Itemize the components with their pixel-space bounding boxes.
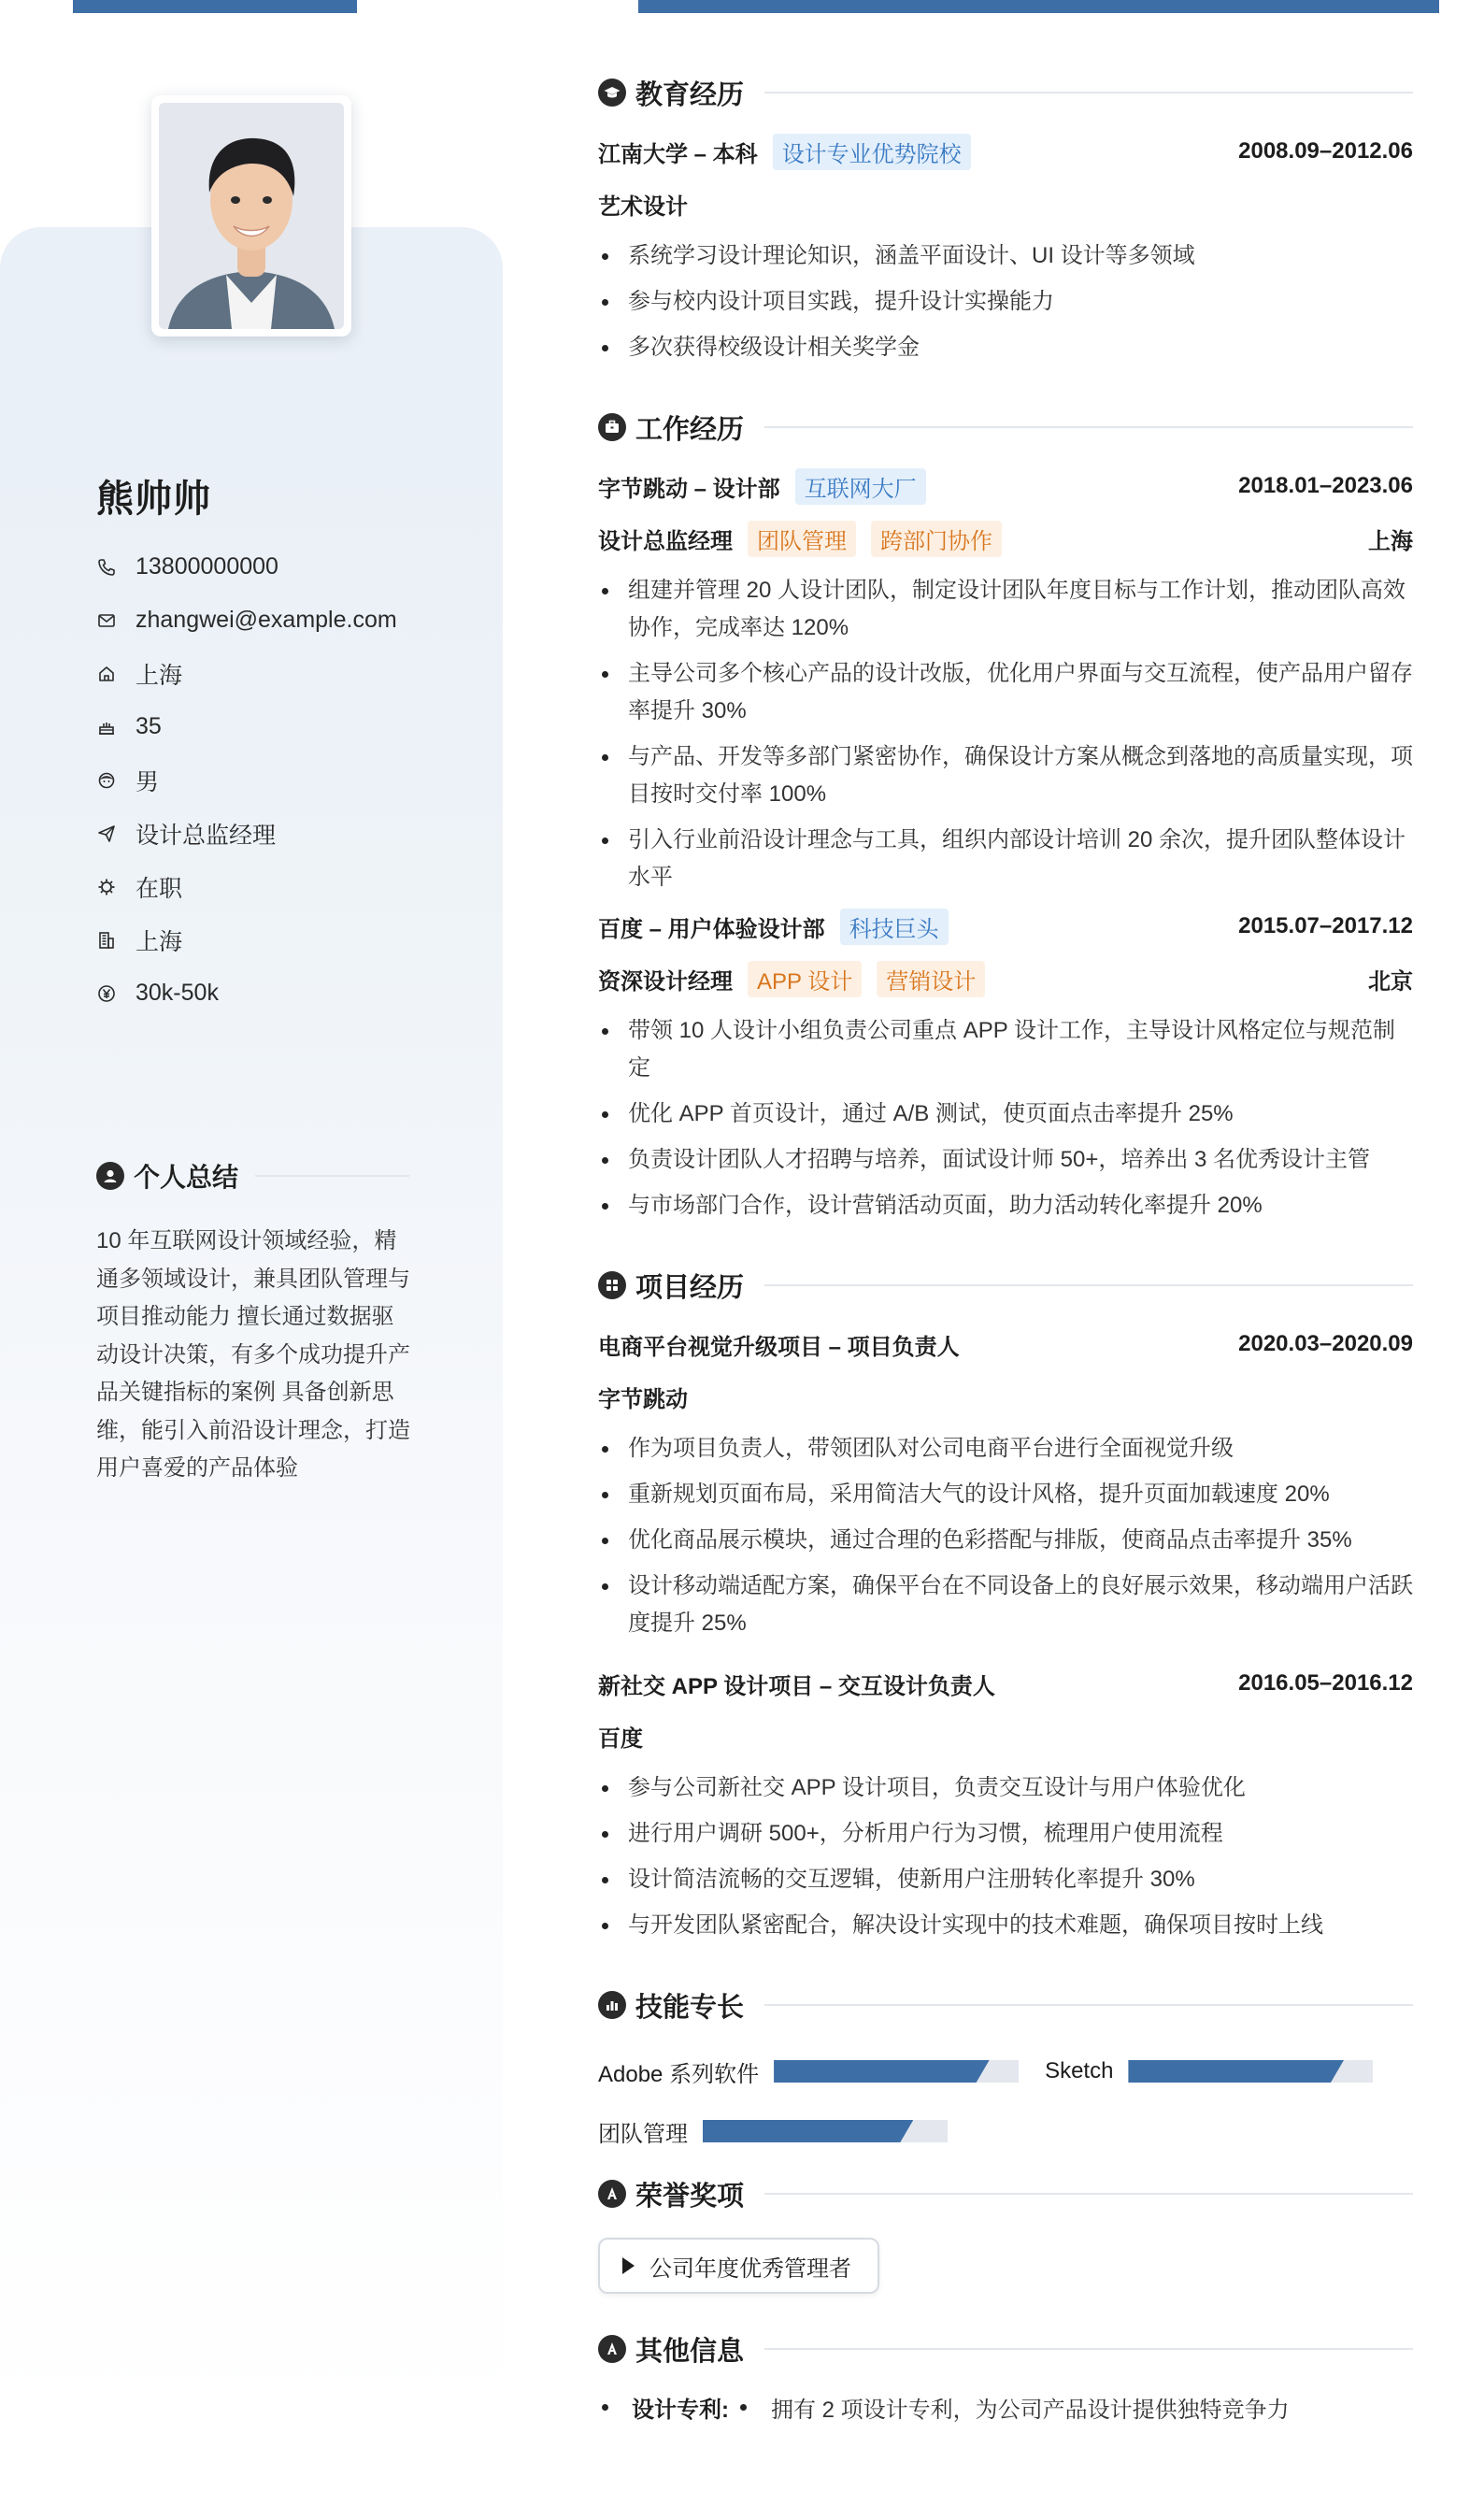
main-column xyxy=(598,71,1413,2424)
skills-list xyxy=(598,2053,1413,2150)
project-date: 2016.05–2016.12 xyxy=(1238,1670,1413,1696)
top-accent-bar-right xyxy=(638,0,1439,13)
work-bullets xyxy=(598,572,1413,896)
section-divider xyxy=(255,1175,409,1177)
award-icon xyxy=(598,2335,626,2363)
phone-text: 13800000000 xyxy=(136,553,278,580)
major: 艺术设计 xyxy=(598,193,688,220)
list-item: 主导公司多个核心产品的设计改版，优化用户界面与交互流程，使产品用户留存率提升 30% xyxy=(598,655,1413,730)
skill-level-bar xyxy=(1128,2060,1373,2083)
project-company: 百度 xyxy=(598,1725,643,1752)
project-date: 2020.03–2020.09 xyxy=(1238,1331,1413,1356)
project-name: 电商平台视觉升级项目 – 项目负责人 xyxy=(598,1334,960,1360)
profile-photo xyxy=(159,103,344,329)
skills-title: 技能专长 xyxy=(635,1992,745,2023)
section-divider xyxy=(764,1284,1413,1286)
company-tag: 互联网大厂 xyxy=(795,468,926,505)
list-item: 优化 APP 首页设计，通过 A/B 测试，使页面点击率提升 25% xyxy=(598,1095,1413,1133)
project-bullets xyxy=(598,1769,1413,1944)
top-accent-bar-left xyxy=(73,0,357,13)
role-row xyxy=(598,520,1413,557)
company-tag: 科技巨头 xyxy=(840,909,949,945)
skill-item xyxy=(598,2055,1019,2088)
major-row xyxy=(598,185,1413,222)
list-item: 系统学习设计理论知识，涵盖平面设计、UI 设计等多领域 xyxy=(598,237,1413,275)
entry-header xyxy=(598,1665,1413,1702)
skill-row xyxy=(598,2112,1413,2150)
project-company-row xyxy=(598,1378,1413,1415)
work-title: 工作经历 xyxy=(635,414,745,445)
grid-icon xyxy=(598,1271,626,1299)
info-age xyxy=(96,700,397,753)
age-text: 35 xyxy=(136,713,162,739)
info-gender xyxy=(96,753,397,807)
work-bullets xyxy=(598,1012,1413,1224)
projects-heading xyxy=(598,1264,1413,1307)
gender-text: 男 xyxy=(136,768,160,795)
work-city: 北京 xyxy=(1368,968,1413,995)
location-text: 上海 xyxy=(136,662,183,689)
entry-header xyxy=(598,467,1413,505)
list-item: 与市场部门合作，设计营销活动页面，助力活动转化率提升 20% xyxy=(598,1187,1413,1224)
entry-header xyxy=(598,133,1413,170)
work-entry-1 xyxy=(598,467,1413,896)
home-icon xyxy=(96,664,117,684)
section-divider xyxy=(764,92,1413,93)
list-item: 参与公司新社交 APP 设计项目，负责交互设计与用户体验优化 xyxy=(598,1769,1413,1807)
position-text: 设计总监经理 xyxy=(136,822,277,849)
list-item: 与产品、开发等多部门紧密协作，确保设计方案从概念到落地的高质量实现，项目按时交付率 100% xyxy=(598,738,1413,813)
education-heading xyxy=(598,71,1413,114)
status-text: 在职 xyxy=(136,875,183,902)
entry-header xyxy=(598,1325,1413,1363)
project-entry-1 xyxy=(598,1325,1413,1642)
role-tag: 团队管理 xyxy=(748,521,856,557)
work-entry-2 xyxy=(598,908,1413,1224)
skill-item xyxy=(598,2115,948,2148)
skill-level-fill xyxy=(703,2120,913,2142)
work-date: 2015.07–2017.12 xyxy=(1238,913,1413,938)
project-name: 新社交 APP 设计项目 – 交互设计负责人 xyxy=(598,1673,995,1699)
project-bullets xyxy=(598,1430,1413,1642)
other-item xyxy=(598,2391,1413,2424)
role-tag: APP 设计 xyxy=(748,961,862,997)
send-icon xyxy=(96,823,117,844)
section-divider xyxy=(764,2004,1413,2006)
role-tag: 营销设计 xyxy=(877,961,985,997)
list-item: 进行用户调研 500+，分析用户行为习惯，梳理用户使用流程 xyxy=(598,1815,1413,1853)
job-role: 设计总监经理 xyxy=(598,528,733,554)
list-item: 负责设计团队人才招聘与培养，面试设计师 50+，培养出 3 名优秀设计主管 xyxy=(598,1141,1413,1179)
other-heading xyxy=(598,2327,1413,2370)
summary-title: 个人总结 xyxy=(134,1163,239,1192)
info-phone xyxy=(96,540,397,594)
honor-text: 公司年度优秀管理者 xyxy=(649,2255,851,2282)
other-text: 拥有 2 项设计专利，为公司产品设计提供独特竞争力 xyxy=(771,2398,1290,2423)
play-icon xyxy=(622,2257,635,2274)
skill-level-bar xyxy=(703,2120,948,2142)
bullet-dot xyxy=(740,2404,747,2411)
avatar xyxy=(151,95,351,336)
summary-text: 10 年互联网设计领域经验，精通多领域设计，兼具团队管理与项目推动能力 擅长通过数据驱动设计决策，有多个成功提升产品关键指标的案例 具备创新思维，能引入前沿设计理念，打造用户喜爱的产品体验 xyxy=(96,1228,410,1481)
education-bullets xyxy=(598,237,1413,366)
other-title: 其他信息 xyxy=(635,2336,745,2367)
skill-name: 团队管理 xyxy=(598,2121,688,2147)
company-name: 百度 – 用户体验设计部 xyxy=(598,916,825,942)
skill-name: Adobe 系列软件 xyxy=(598,2061,760,2087)
skill-row xyxy=(598,2053,1413,2090)
status-icon xyxy=(96,877,117,897)
bullet-dot xyxy=(602,2404,608,2411)
list-item: 作为项目负责人，带领团队对公司电商平台进行全面视觉升级 xyxy=(598,1430,1413,1468)
job-role: 资深设计经理 xyxy=(598,968,733,995)
list-item: 设计移动端适配方案，确保平台在不同设备上的良好展示效果，移动端用户活跃度提升 25% xyxy=(598,1568,1413,1642)
section-divider xyxy=(764,2348,1413,2350)
work-date: 2018.01–2023.06 xyxy=(1238,473,1413,498)
skill-level-fill xyxy=(1128,2060,1344,2083)
mail-icon xyxy=(96,610,117,631)
list-item: 引入行业前沿设计理念与工具，组织内部设计培训 20 余次，提升团队整体设计水平 xyxy=(598,822,1413,896)
list-item: 设计简洁流畅的交互逻辑，使新用户注册转化率提升 30% xyxy=(598,1861,1413,1898)
section-divider xyxy=(764,426,1413,428)
portrait-illustration xyxy=(159,103,344,329)
info-salary xyxy=(96,966,397,1020)
cake-icon xyxy=(96,717,117,737)
project-company: 字节跳动 xyxy=(598,1386,688,1412)
info-position xyxy=(96,807,397,860)
user-icon xyxy=(96,1162,124,1190)
other-label: 设计专利: xyxy=(632,2398,729,2423)
info-work-city xyxy=(96,913,397,966)
work-city-text: 上海 xyxy=(136,928,183,955)
briefcase-icon xyxy=(598,413,626,441)
list-item: 重新规划页面布局，采用简洁大气的设计风格，提升页面加载速度 20% xyxy=(598,1476,1413,1513)
entry-header xyxy=(598,908,1413,945)
honor-chip xyxy=(598,2238,879,2294)
school-name: 江南大学 – 本科 xyxy=(598,141,758,167)
role-tag: 跨部门协作 xyxy=(871,521,1002,557)
list-item: 带领 10 人设计小组负责公司重点 APP 设计工作，主导设计风格定位与规范制定 xyxy=(598,1012,1413,1087)
education-date: 2008.09–2012.06 xyxy=(1238,138,1413,164)
contact-info-list xyxy=(96,540,397,1020)
info-status xyxy=(96,860,397,913)
honors-heading xyxy=(598,2172,1413,2215)
projects-title: 项目经历 xyxy=(635,1272,745,1303)
project-entry-2 xyxy=(598,1665,1413,1944)
project-company-row xyxy=(598,1717,1413,1754)
work-city: 上海 xyxy=(1368,528,1413,554)
info-email xyxy=(96,594,397,647)
work-heading xyxy=(598,406,1413,449)
education-entry xyxy=(598,133,1413,366)
graduation-cap-icon xyxy=(598,79,626,107)
honors-title: 荣誉奖项 xyxy=(635,2181,745,2212)
skill-level-bar xyxy=(774,2060,1019,2083)
company-name: 字节跳动 – 设计部 xyxy=(598,476,780,502)
skill-item xyxy=(1045,2058,1373,2084)
building-icon xyxy=(96,930,117,951)
candidate-name: 熊帅帅 xyxy=(96,479,211,520)
info-location xyxy=(96,647,397,700)
skill-name: Sketch xyxy=(1045,2058,1114,2083)
skills-heading xyxy=(598,1983,1413,2026)
award-icon xyxy=(598,2180,626,2208)
list-item: 参与校内设计项目实践，提升设计实操能力 xyxy=(598,283,1413,321)
section-divider xyxy=(764,2193,1413,2195)
yuan-icon xyxy=(96,983,117,1004)
bar-chart-icon xyxy=(598,1991,626,2019)
list-item: 优化商品展示模块，通过合理的色彩搭配与排版，使商品点击率提升 35% xyxy=(598,1522,1413,1559)
school-tag: 设计专业优势院校 xyxy=(773,134,971,170)
list-item: 与开发团队紧密配合，解决设计实现中的技术难题，确保项目按时上线 xyxy=(598,1907,1413,1944)
email-text: zhangwei@example.com xyxy=(136,607,397,633)
role-row xyxy=(598,960,1413,997)
phone-icon xyxy=(96,557,117,578)
gender-icon xyxy=(96,770,117,791)
list-item: 多次获得校级设计相关奖学金 xyxy=(598,329,1413,366)
summary-heading xyxy=(96,1157,409,1195)
education-title: 教育经历 xyxy=(635,79,745,110)
skill-level-fill xyxy=(774,2060,990,2083)
salary-text: 30k-50k xyxy=(136,980,219,1006)
list-item: 组建并管理 20 人设计团队，制定设计团队年度目标与工作计划，推动团队高效协作，完成率达 120% xyxy=(598,572,1413,647)
